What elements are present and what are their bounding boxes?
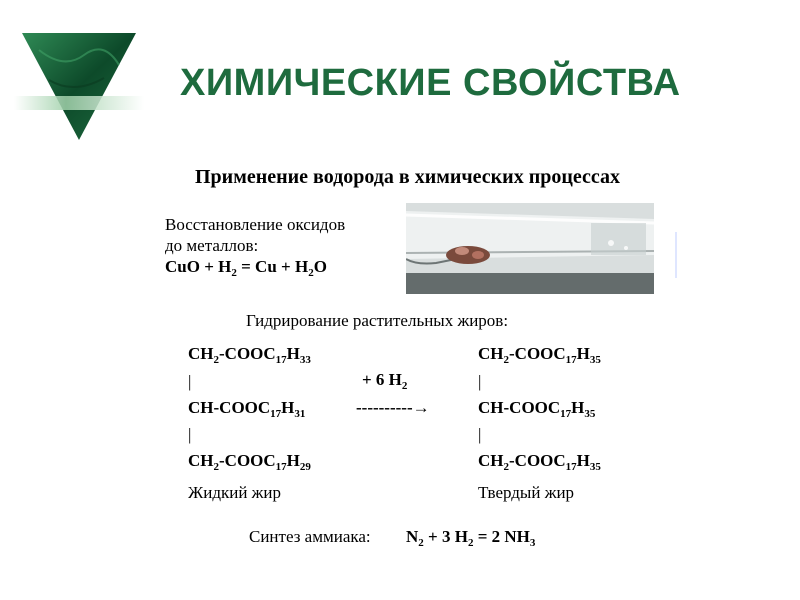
right-bond-1: |	[478, 372, 482, 391]
slide-subtitle: Применение водорода в химических процессах	[195, 166, 620, 188]
left-row-3: $CH_2-COOC_{17}H_{29}$	[188, 451, 311, 473]
edge-mark	[675, 232, 677, 278]
right-bond-2: |	[478, 425, 482, 444]
ammonia-label: Синтез аммиака:	[249, 527, 371, 546]
right-row-3: $CH_2-COOC_{17}H_{35}$	[478, 451, 601, 473]
left-bond-2: |	[188, 425, 192, 444]
hydrogenation-caption: Гидрирование растительных жиров:	[246, 311, 509, 330]
reduction-equation: CuO + $H_2 = Cu + H_2O$	[165, 257, 327, 279]
green-triangle-logo-icon	[14, 30, 144, 145]
solid-fat-label: Твердый жир	[478, 483, 575, 502]
reduction-line-1: Восстановление оксидов	[165, 215, 346, 234]
reaction-arrow: ----------→	[356, 398, 430, 417]
right-row-2: $CH-COOC_{17}H_{35}$	[478, 398, 596, 420]
left-bond-1: |	[188, 372, 192, 391]
test-tube-photo	[406, 203, 654, 294]
left-row-1: $CH_2-COOC_{17}H_{33}$	[188, 344, 311, 366]
left-row-2: $CH-COOC_{17}H_{31}$	[188, 398, 306, 420]
right-row-1: $CH_2-COOC_{17}H_{35}$	[478, 344, 601, 366]
reagent-hydrogen: + 6 $H_2$	[362, 370, 408, 392]
liquid-fat-label: Жидкий жир	[188, 483, 282, 502]
ammonia-equation: $N_2 + 3$ $H_2 = 2$ $NH_3$	[406, 527, 536, 549]
slide-title: ХИМИЧЕСКИЕ СВОЙСТВА	[180, 62, 681, 104]
reduction-text	[165, 214, 345, 277]
reduction-line-2: до металлов:	[165, 236, 259, 255]
